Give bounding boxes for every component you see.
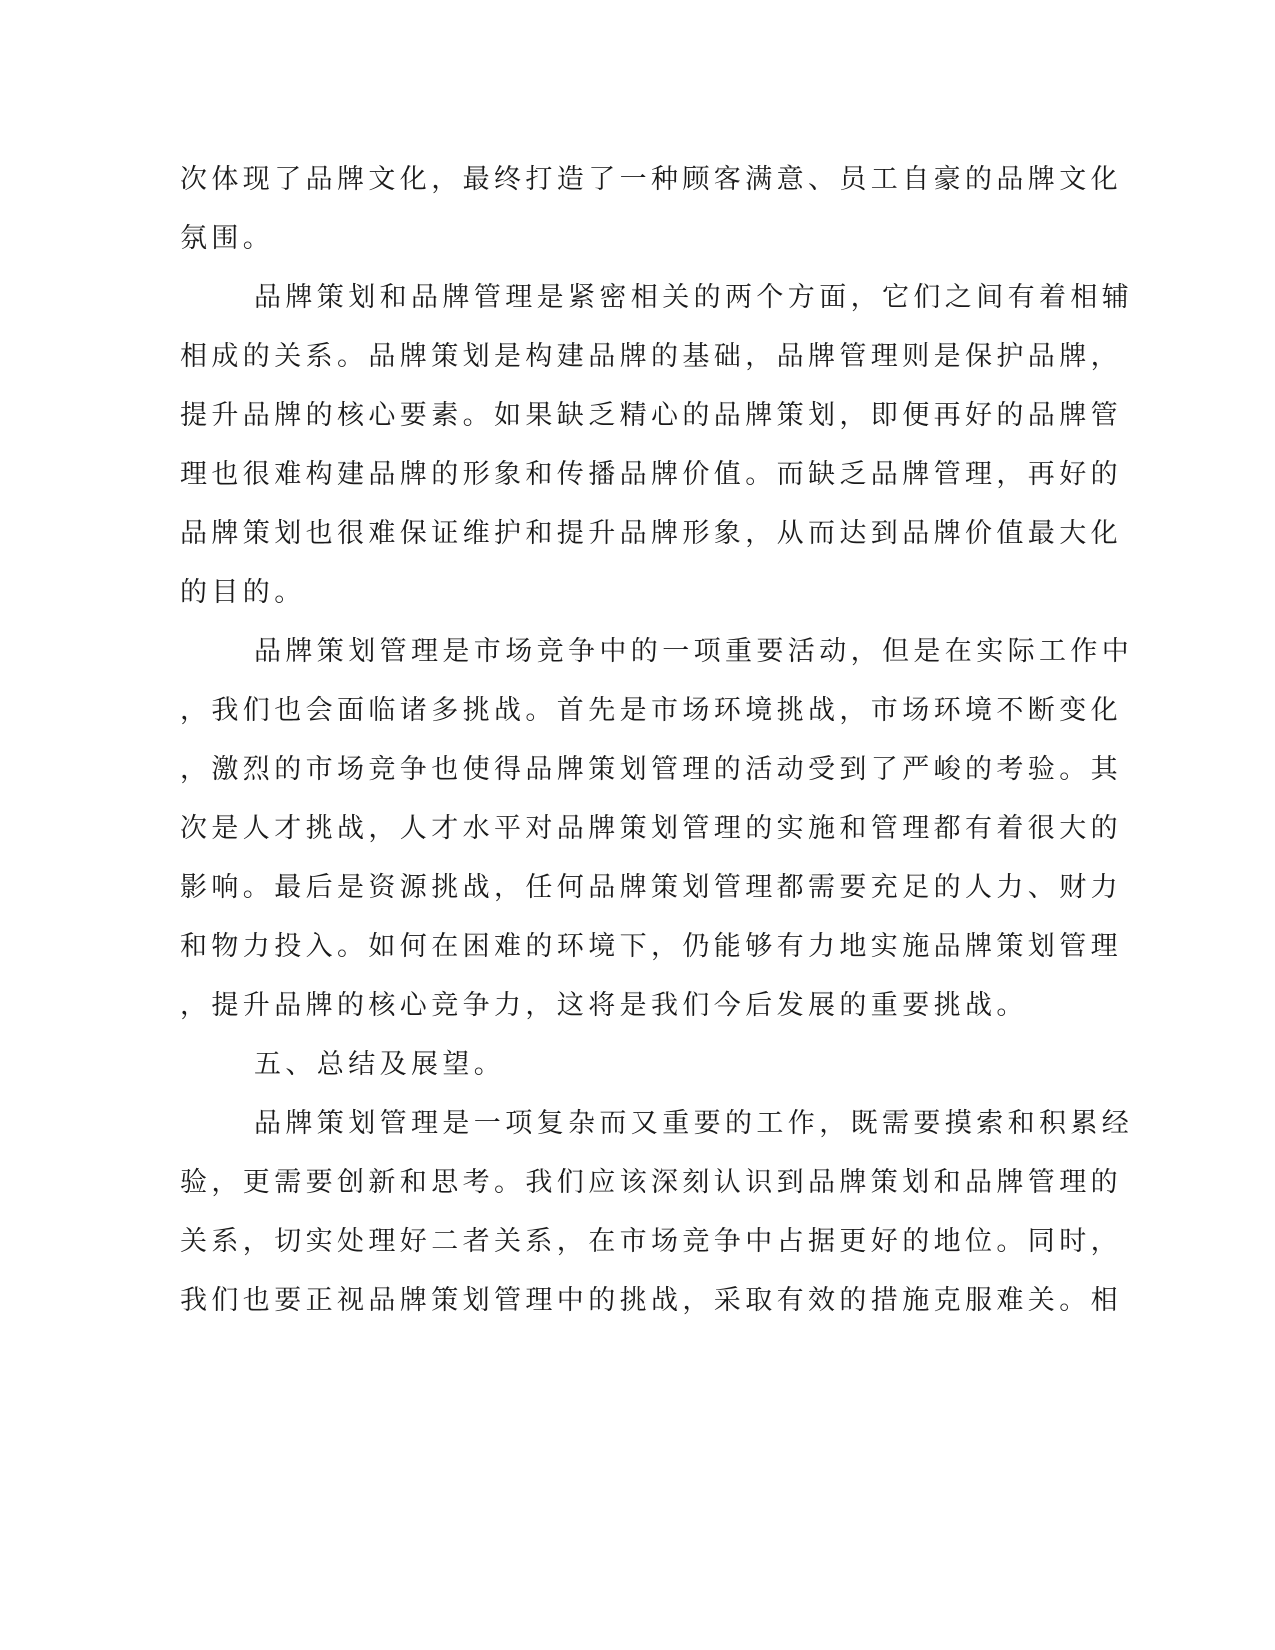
text-line: 品牌策划也很难保证维护和提升品牌形象，从而达到品牌价值最大化 xyxy=(180,518,1122,549)
text-line: 的目的。 xyxy=(180,577,306,608)
text-line: 理也很难构建品牌的形象和传播品牌价值。而缺乏品牌管理，再好的 xyxy=(180,459,1122,490)
paragraph-first-line: 品牌策划和品牌管理是紧密相关的两个方面，它们之间有着相辅 xyxy=(254,282,1134,313)
text-line: 我们也要正视品牌策划管理中的挑战，采取有效的措施克服难关。相 xyxy=(180,1285,1122,1316)
text-line: 氛围。 xyxy=(180,223,275,254)
text-line: 相成的关系。品牌策划是构建品牌的基础，品牌管理则是保护品牌， xyxy=(180,341,1122,372)
text-line: ，我们也会面临诸多挑战。首先是市场环境挑战，市场环境不断变化 xyxy=(180,695,1122,726)
paragraph-first-line: 品牌策划管理是一项复杂而又重要的工作，既需要摸索和积累经 xyxy=(254,1108,1134,1139)
text-line: 次体现了品牌文化，最终打造了一种顾客满意、员工自豪的品牌文化 xyxy=(180,164,1122,195)
text-line: 影响。最后是资源挑战，任何品牌策划管理都需要充足的人力、财力 xyxy=(180,872,1122,903)
text-line: 验，更需要创新和思考。我们应该深刻认识到品牌策划和品牌管理的 xyxy=(180,1167,1122,1198)
text-line: 次是人才挑战，人才水平对品牌策划管理的实施和管理都有着很大的 xyxy=(180,813,1122,844)
document-body xyxy=(180,150,1134,1330)
text-line: ，激烈的市场竞争也使得品牌策划管理的活动受到了严峻的考验。其 xyxy=(180,754,1122,785)
text-line: ，提升品牌的核心竞争力，这将是我们今后发展的重要挑战。 xyxy=(180,990,1028,1021)
text-line: 关系，切实处理好二者关系，在市场竞争中占据更好的地位。同时， xyxy=(180,1226,1122,1257)
paragraph-first-line: 品牌策划管理是市场竞争中的一项重要活动，但是在实际工作中 xyxy=(254,636,1134,667)
text-line: 提升品牌的核心要素。如果缺乏精心的品牌策划，即便再好的品牌管 xyxy=(180,400,1122,431)
text-line: 和物力投入。如何在困难的环境下，仍能够有力地实施品牌策划管理 xyxy=(180,931,1122,962)
section-heading: 五、总结及展望。 xyxy=(254,1049,506,1080)
